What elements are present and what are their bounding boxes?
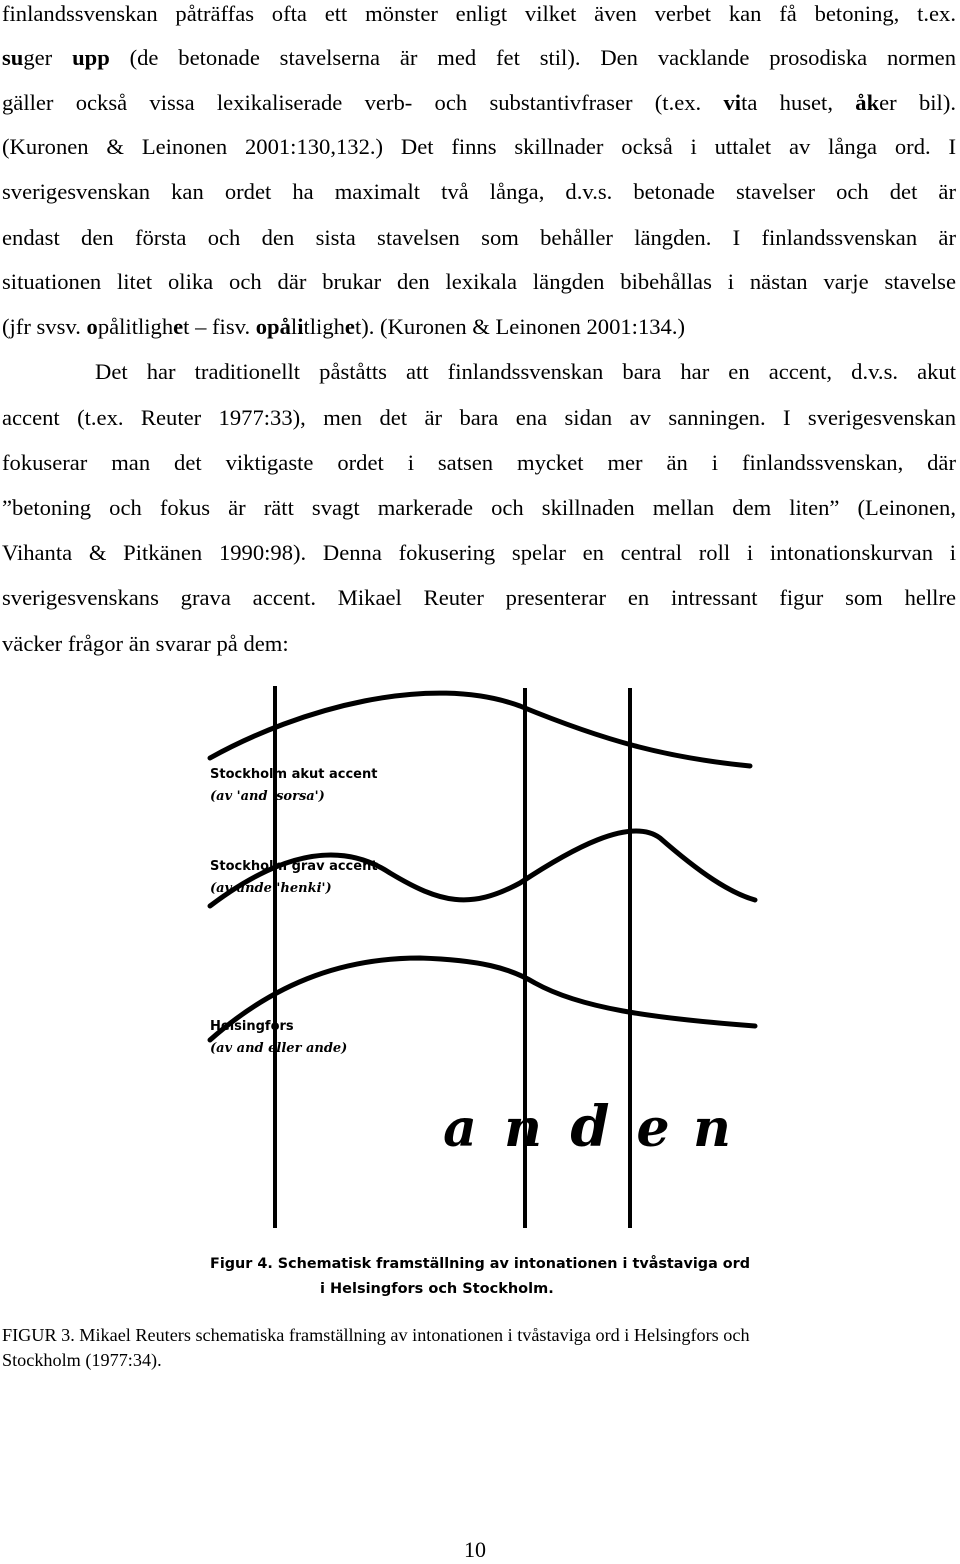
body-line [2, 44, 956, 72]
body-text-segment: (de betonade stavelserna är med fet stil). Den vacklande prosodiska normen [109, 45, 956, 70]
body-text-segment: e [173, 314, 184, 339]
body-text-segment: sverigesvenskan kan ordet ha maximalt två långa, d.v.s. betonade stavelser och det är [2, 179, 956, 204]
curve-stockholm-akut [210, 693, 750, 766]
body-line [2, 268, 956, 296]
body-text-segment: t). (Kuronen & Leinonen 2001:134.) [354, 314, 686, 339]
body-text-segment: t – fisv. [183, 314, 256, 339]
inner-caption-line2: i Helsingfors och Stockholm. [320, 1281, 554, 1297]
curve1-label: Stockholm akut accent [210, 767, 378, 782]
body-line [2, 178, 956, 206]
body-text-segment: opå [255, 314, 291, 339]
body-text-segment: ger [23, 45, 73, 70]
body-text-segment: (Kuronen & Leinonen 2001:130,132.) Det finns skillnader också i uttalet av långa ord. I [2, 134, 956, 159]
body-text-segment: vi [723, 90, 742, 115]
body-text-segment: tligh [303, 314, 345, 339]
body-text-segment: e [344, 314, 355, 339]
letter-a: a [443, 1098, 477, 1159]
letter-e: e [636, 1098, 670, 1159]
curve2-sub: (av ande 'henki') [210, 881, 332, 896]
body-line [2, 630, 289, 658]
body-line [2, 0, 956, 28]
letter-n1: n [504, 1098, 542, 1159]
body-line [2, 539, 956, 567]
body-line [2, 449, 956, 477]
inner-caption-line1: Figur 4. Schematisk framställning av intonationen i tvåstaviga ord [210, 1256, 756, 1272]
body-text-segment: situationen litet olika och där brukar den lexikala längden bibehållas i nästan varje stavelse [2, 269, 956, 294]
body-text-segment: gäller också vissa lexikaliserade verb- och substantivfraser (t.ex. [2, 90, 724, 115]
body-text-segment: finlandssvenskan påträffas ofta ett mönster enligt vilket även verbet kan få betoning, t.ex. [2, 1, 956, 26]
body-text-segment: (jfr svsv. [2, 314, 87, 339]
letter-n2: n [693, 1098, 731, 1159]
body-text-segment: accent (t.ex. Reuter 1977:33), men det är bara ena sidan av sanningen. I sverigesvenskan [2, 405, 956, 430]
body-text-segment: Vihanta & Pitkänen 1990:98). Denna fokusering spelar en central roll i intonationskurvan i [2, 540, 956, 565]
body-text-segment: Det har traditionellt påståtts att finlandssvenskan bara har en accent, d.v.s. akut [95, 359, 956, 384]
body-text-segment: su [2, 45, 24, 70]
body-text-segment: ”betoning och fokus är rätt svagt markerade och skillnaden mellan dem liten” (Leinonen, [2, 495, 956, 520]
intonation-figure-svg [190, 668, 770, 1308]
figure-caption-line1: FIGUR 3. Mikael Reuters schematiska framställning av intonationen i tvåstaviga ord i Helsingfors och [2, 1325, 750, 1345]
body-line [2, 313, 685, 341]
letter-d: d [570, 1094, 610, 1160]
body-text-segment: o [86, 314, 98, 339]
body-line [2, 224, 956, 252]
body-text-segment: pålitligh [97, 314, 174, 339]
body-text-segment: väcker frågor än svarar på dem: [2, 631, 289, 656]
body-line [2, 584, 956, 612]
body-text-segment: upp [72, 45, 110, 70]
body-line [2, 89, 956, 117]
body-text-segment: ta huset, [741, 90, 856, 115]
body-text-segment: fokuserar man det viktigaste ordet i satsen mycket mer än i finlandssvenskan, där [2, 450, 956, 475]
body-text-segment: er bil). [879, 90, 956, 115]
body-text-segment: sverigesvenskans grava accent. Mikael Reuter presenterar en intressant figur som hellre [2, 585, 956, 610]
curve1-sub: (av 'and 'sorsa') [210, 789, 325, 804]
curve3-label: Helsingfors [210, 1019, 294, 1034]
figure-caption-line2: Stockholm (1977:34). [2, 1350, 162, 1370]
body-line [95, 358, 956, 386]
curve2-label: Stockholm grav accent [210, 859, 378, 874]
body-line [2, 494, 956, 522]
body-text-segment: åk [855, 90, 880, 115]
body-text-segment: endast den första och den sista stavelsen som behåller längden. I finlandssvenskan är [2, 225, 956, 250]
curve3-sub: (av and eller ande) [210, 1041, 348, 1056]
body-text-segment: l [290, 314, 298, 339]
intonation-figure [190, 668, 770, 1308]
body-line [2, 404, 956, 432]
page-number: 10 [464, 1537, 486, 1562]
body-line [2, 133, 956, 161]
body-text-segment: i [297, 314, 304, 339]
